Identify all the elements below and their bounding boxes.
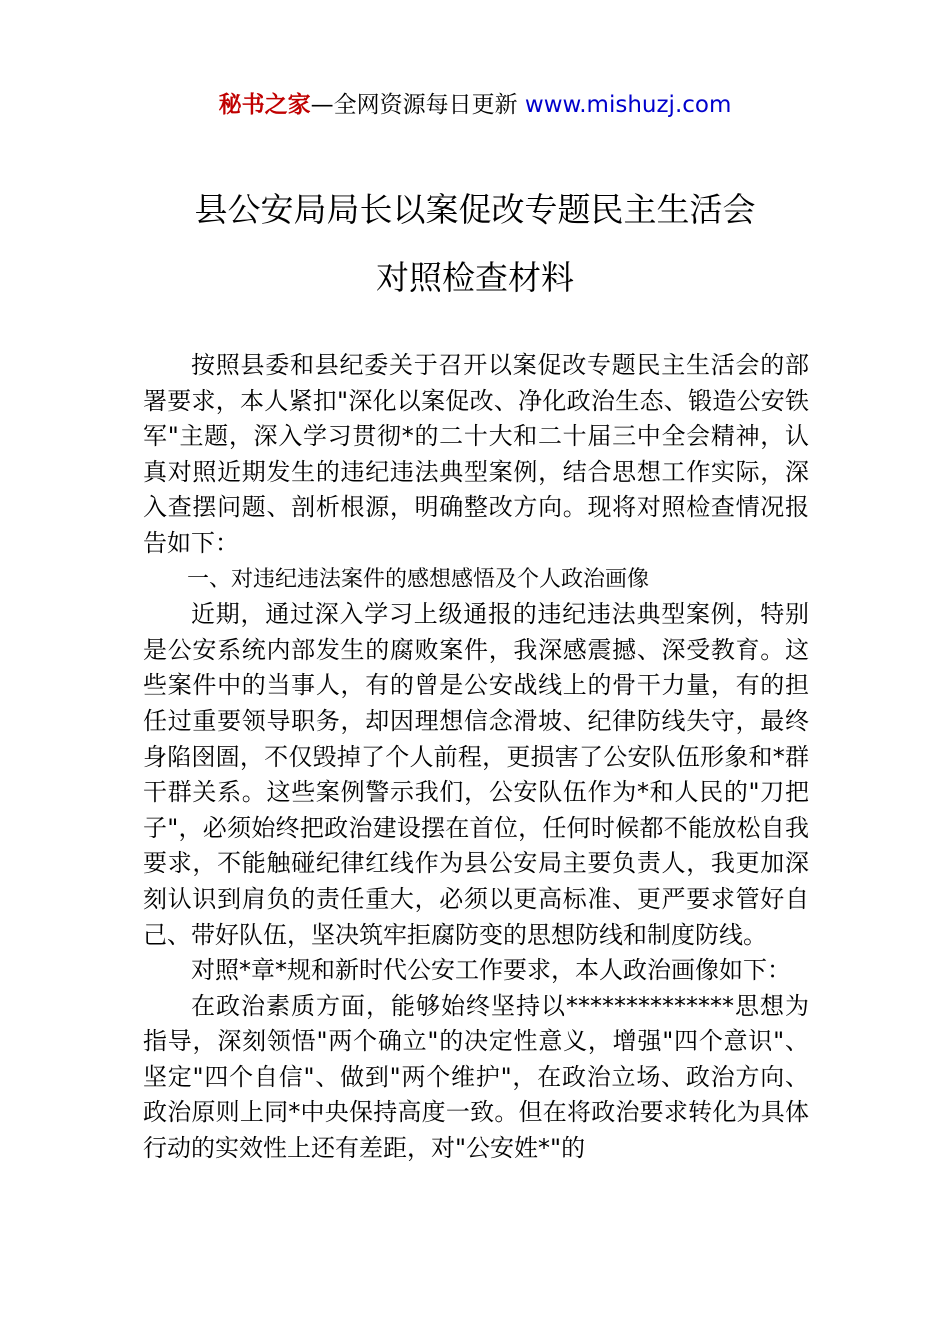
site-brand: 秘书之家 [218,92,311,118]
paragraph-case-reflection: 近期，通过深入学习上级通报的违纪违法典型案例，特别是公安系统内部发生的腐败案件，我深感震撼、深受教育。这些案件中的当事人，有的曾是公安战线上的骨干力量，有的担任过重要领导职务，却因理想信念滑坡、纪律防线失守，最终身陷囹圄，不仅毁掉了个人前程，更损害了公安队伍形象和*群干群关系。这些案例警示我们，公安队伍作为*和人民的"刀把子"，必须始终把政治建设摆在首位，任何时候都不能放松自我要求，不能触碰纪律红线作为县公安局主要负责人，我更加深刻认识到肩负的责任重大，必须以更高标准、更严要求管好自己、带好队伍，坚决筑牢拒腐防变的思想防线和制度防线。 [143,600,809,949]
document-title-line-2: 对照检查材料 [376,258,574,297]
site-header [0,88,950,122]
paragraph-political-quality: 在政治素质方面，能够始终坚持以**************思想为指导，深刻领悟"两个确立"的决定性意义，增强"四个意识"、坚定"四个自信"、做到"两个维护"，在政治立场、政治方向、政治原则上同*中央保持高度一致。但在将政治要求转化为具体行动的实效性上还有差距，对"公安姓*"的 [143,991,809,1163]
section-heading-1: 一、对违纪违法案件的感想感悟及个人政治画像 [187,566,650,592]
paragraph-intro: 按照县委和县纪委关于召开以案促改专题民主生活会的部署要求，本人紧扣"深化以案促改、净化政治生态、锻造公安铁军"主题，深入学习贯彻*的二十大和二十届三中全会精神，认真对照近期发生的违纪违法典型案例，结合思想工作实际，深入查摆问题、剖析根源，明确整改方向。现将对照检查情况报告如下： [143,351,809,557]
document-title-line-1: 县公安局局长以案促改专题民主生活会 [194,190,756,229]
site-tagline: —全网资源每日更新 [310,92,525,118]
site-url-link[interactable]: www.mishuzj.com [524,92,732,118]
paragraph-portrait-intro: 对照*章*规和新时代公安工作要求，本人政治画像如下： [191,956,791,985]
document-body [143,348,809,1167]
